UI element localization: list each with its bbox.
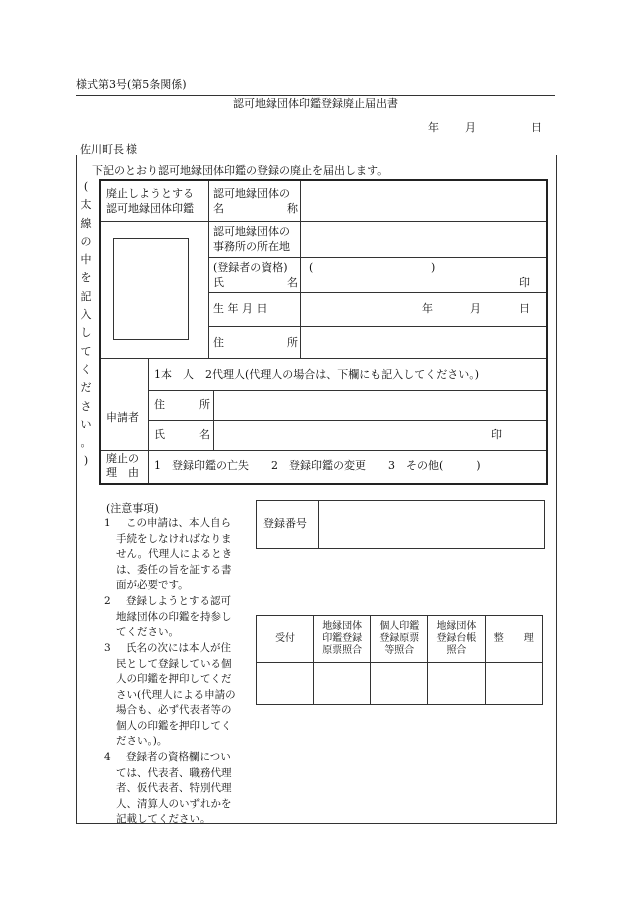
header-group-seal-check: 地縁団体 印鑑登録 原票照合: [314, 616, 371, 663]
side-note: ( 太 線 の 中 を 記 入 し て く だ さ い 。 ): [80, 180, 92, 468]
note-item: 2 登録しようとする認可 地縁団体の印鑑を持参し てください。: [104, 595, 232, 638]
date-day: 日: [531, 121, 542, 134]
cell-arrangement[interactable]: [485, 663, 543, 705]
form-number: 様式第3号(第5条関係): [76, 78, 187, 91]
header-personal-seal-check: 個人印鑑 登録原票 等照合: [371, 616, 428, 663]
seal-impression-box[interactable]: [113, 238, 189, 340]
applicant-address-label-b: 所: [199, 398, 210, 411]
header-reception: 受付: [257, 616, 314, 663]
office-label-1: 認可地縁団体の: [213, 225, 290, 238]
registrant-name-label-a: 氏: [213, 276, 224, 289]
addressee-honorific: 様: [126, 143, 137, 156]
qualification-label: (登録者の資格): [213, 261, 288, 274]
birth-month: 月: [470, 302, 481, 315]
note-item: 1 この申請は、本人自ら 手続をしなければなりま せん。代理人によるとき は、委任の旨を証する書 面が必要です。: [104, 517, 233, 591]
birth-day: 日: [519, 302, 530, 315]
top-rule: [76, 95, 555, 96]
header-arrangement: 整 理: [485, 616, 543, 663]
birthdate-label: 生 年 月 日: [213, 302, 268, 315]
registrant-name-label-b: 名: [287, 276, 298, 289]
cell-group-seal-check[interactable]: [314, 663, 371, 705]
note-item: 4 登録者の資格欄につい ては、代表者、職務代理 者、仮代表者、特別代理 人、清算人のいずれかを 記載してください。: [104, 751, 232, 825]
form-title: 認可地縁団体印鑑登録廃止届出書: [233, 97, 398, 110]
group-name-label-2b: 称: [287, 202, 298, 215]
seal-label-1: 廃止しようとする: [106, 187, 194, 200]
reason-options: 1 登録印鑑の亡失 2 登録印鑑の変更 3 その他( ): [154, 459, 481, 472]
header-ledger-check: 地縁団体 登録台帳 照合: [428, 616, 485, 663]
office-label-2: 事務所の所在地: [213, 240, 290, 253]
applicant-name-label-b: 名: [199, 428, 210, 441]
birth-year: 年: [422, 302, 433, 315]
address-label-a: 住: [213, 336, 224, 349]
applicant-type-options: 1本 人 2代理人(代理人の場合は、下欄にも記入してください。): [154, 368, 480, 381]
applicant-name-label-a: 氏: [154, 428, 165, 441]
registration-number-box: [256, 500, 545, 549]
main-form-table: [99, 179, 548, 485]
group-name-label-2a: 名: [213, 202, 224, 215]
notes-heading: (注意事項): [106, 502, 159, 515]
date-year: 年: [428, 121, 439, 134]
qualification-open: (: [309, 261, 314, 274]
note-item: 3 氏名の次には本人が住 民として登録している個 人の印鑑を押印してくだ さい(代理人による申請の 場合も、必ず代表者等の 個人の印鑑を押印してく ださい。)。: [104, 642, 236, 747]
cell-reception[interactable]: [257, 663, 314, 705]
applicant-label: 申請者: [106, 411, 139, 424]
date-month: 月: [465, 121, 476, 134]
applicant-seal-mark: 印: [491, 428, 502, 441]
reason-label-1: 廃止の: [106, 452, 139, 465]
office-address-field[interactable]: [301, 222, 545, 256]
intro-text: 下記のとおり認可地縁団体印鑑の登録の廃止を届出します。: [92, 164, 389, 177]
address-label-b: 所: [287, 336, 298, 349]
notes-list: [104, 517, 254, 829]
registrant-seal-mark: 印: [519, 276, 530, 289]
cell-personal-seal-check[interactable]: [371, 663, 428, 705]
reason-label-2: 理 由: [106, 466, 139, 479]
qualification-close: ): [431, 261, 436, 274]
group-name-field[interactable]: [301, 182, 545, 220]
applicant-address-label-a: 住: [154, 398, 165, 411]
cell-ledger-check[interactable]: [428, 663, 485, 705]
registration-number-label: 登録番号: [263, 517, 307, 530]
group-name-label-1: 認可地縁団体の: [213, 187, 290, 200]
seal-label-2: 認可地縁団体印鑑: [106, 202, 194, 215]
addressee-name: 佐川町長: [80, 143, 124, 156]
registration-number-field[interactable]: [319, 501, 544, 548]
office-use-table: [256, 615, 543, 705]
